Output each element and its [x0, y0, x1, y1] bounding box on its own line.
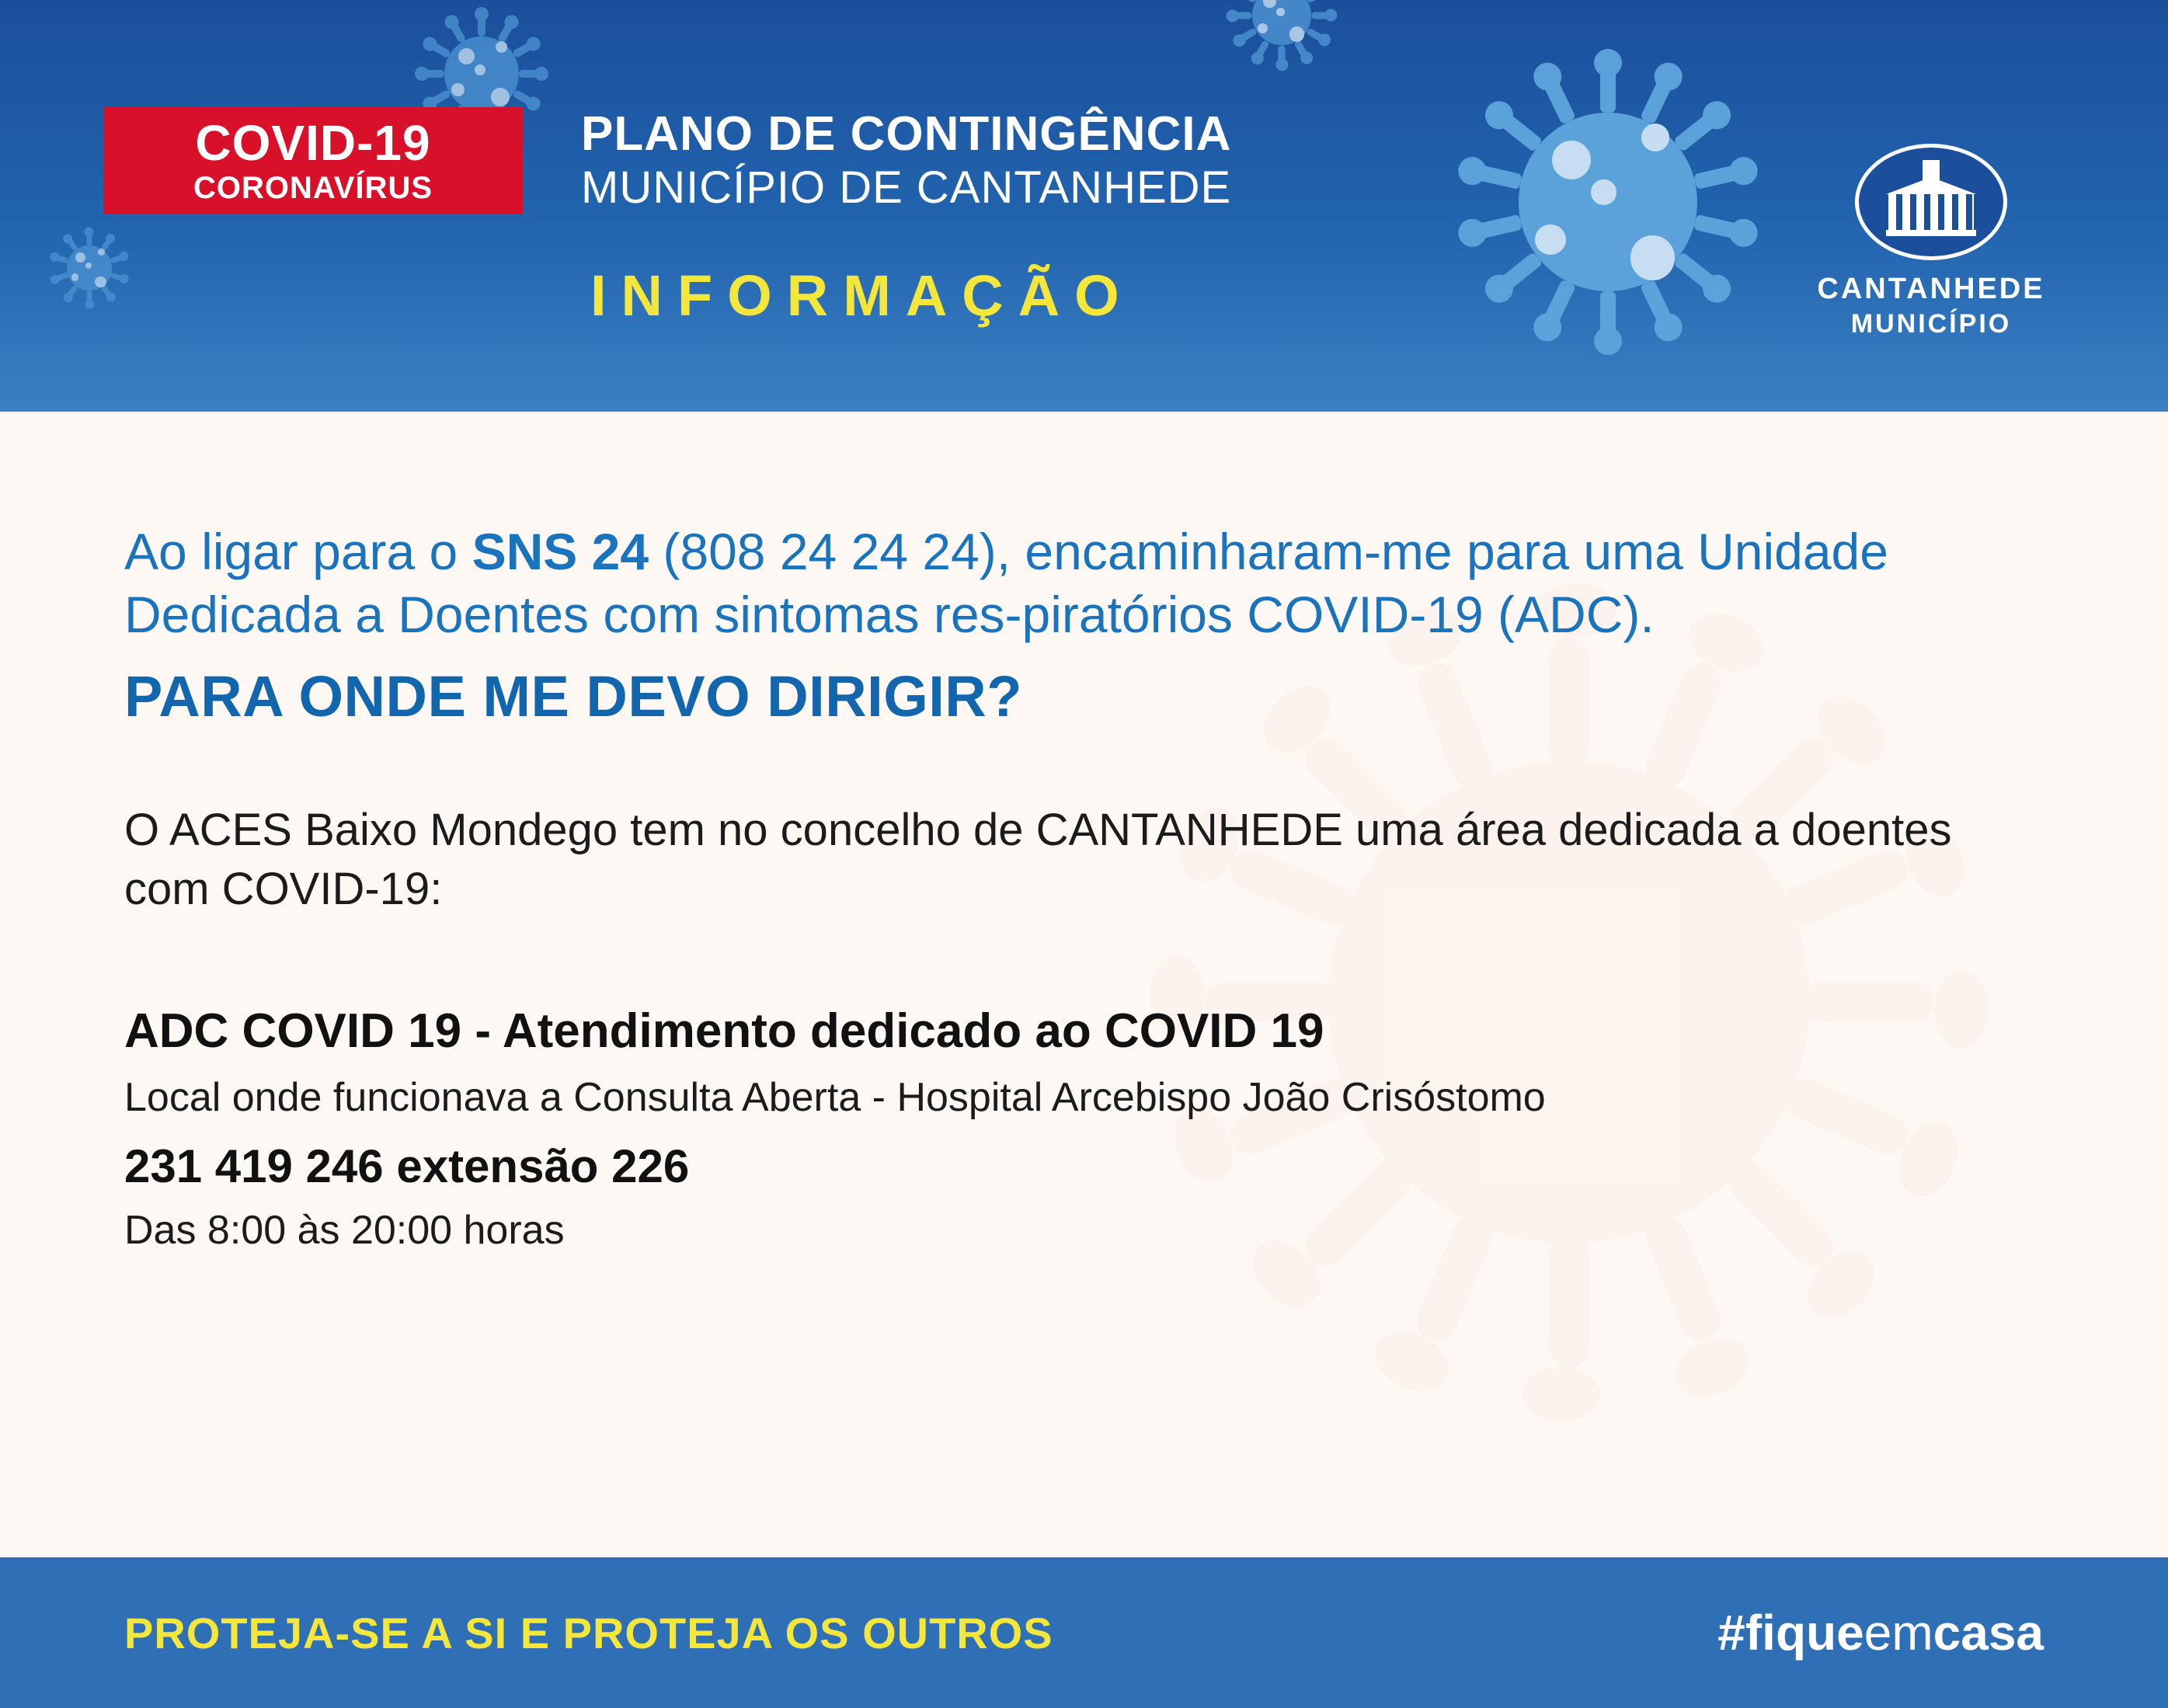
poster-body — [0, 412, 2168, 1557]
question-heading: PARA ONDE ME DEVO DIRIGIR? — [124, 664, 1022, 729]
poster-footer — [0, 1557, 2168, 1708]
service-phone: 231 419 246 extensão 226 — [124, 1140, 690, 1193]
covid-badge — [103, 107, 523, 214]
lead-text-part1: Ao ligar para o — [124, 523, 472, 580]
covid-badge-title: COVID-19 — [195, 115, 431, 171]
header-titles — [581, 109, 1231, 214]
service-location: Local onde funcionava a Consulta Aberta - Hospital Arcebispo João Crisóstomo — [124, 1075, 1546, 1121]
footer-slogan: PROTEJA-SE A SI E PROTEJA OS OUTROS — [124, 1608, 1053, 1658]
lead-text-bold: SNS 24 — [472, 523, 649, 580]
seal-emblem-icon — [1855, 144, 2007, 260]
poster-header — [0, 0, 2168, 412]
lead-paragraph — [124, 412, 2044, 646]
seal-municipality-name: CANTANHEDE — [1817, 273, 2045, 305]
service-hours: Das 8:00 às 20:00 horas — [124, 1208, 565, 1254]
service-title: ADC COVID 19 - Atendimento dedicado ao COVID 19 — [124, 1004, 1324, 1059]
plan-title: PLANO DE CONTINGÊNCIA — [581, 107, 1232, 161]
municipal-seal — [1803, 144, 2059, 339]
body-paragraph: O ACES Baixo Mondego tem no concelho de CANTANHEDE uma área dedicada a doentes com COVID-19: — [124, 805, 1952, 914]
lead-text-part2: (808 24 24 24), encaminharam-me para uma Unidade Dedicada a Doentes com sintomas res-piratórios COVID-19 (ADC). — [124, 523, 1888, 644]
hashtag-part2: em — [1864, 1605, 1933, 1661]
seal-municipality-label: MUNICÍPIO — [1850, 309, 2012, 339]
hashtag-part1: #fique — [1717, 1605, 1864, 1661]
municipality-title: MUNICÍPIO DE CANTANHEDE — [581, 162, 1232, 213]
covid-badge-subtitle: CORONAVÍRUS — [193, 171, 433, 205]
hashtag-part3: casa — [1933, 1605, 2044, 1661]
information-label: INFORMAÇÃO — [590, 263, 1134, 328]
footer-hashtag — [1717, 1604, 2044, 1661]
